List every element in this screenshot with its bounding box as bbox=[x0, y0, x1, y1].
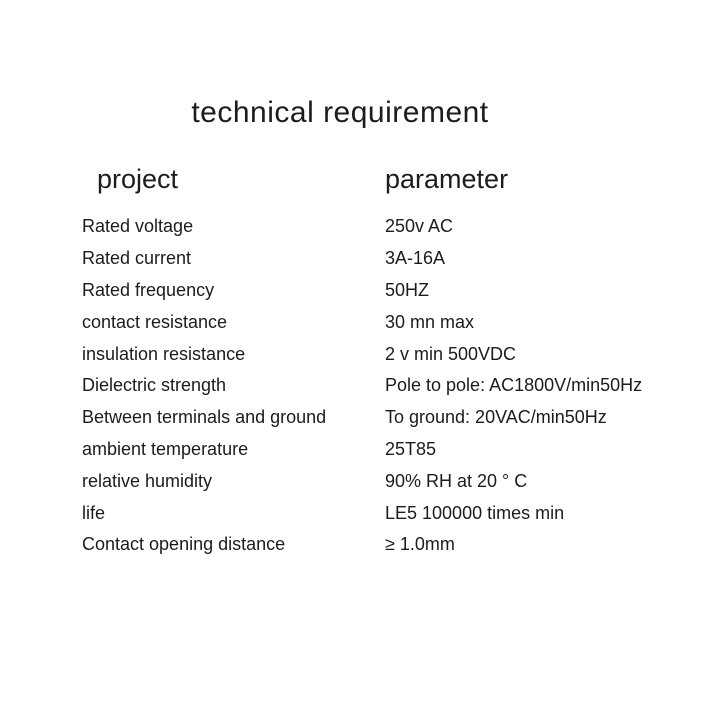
project-cell: Rated voltage bbox=[82, 216, 194, 237]
parameter-cell: 50HZ bbox=[385, 279, 430, 300]
table-row bbox=[82, 465, 702, 497]
parameter-cell: 250v AC bbox=[385, 216, 454, 237]
parameter-cell: 3A-16A bbox=[385, 248, 446, 269]
project-cell: insulation resistance bbox=[82, 343, 246, 364]
project-cell: ambient temperature bbox=[82, 438, 249, 459]
spec-table bbox=[82, 211, 702, 561]
page-title: technical requirement bbox=[191, 96, 489, 129]
column-header-project: project bbox=[97, 164, 179, 194]
table-row bbox=[82, 306, 702, 338]
table-row bbox=[82, 243, 702, 275]
parameter-cell: To ground: 20VAC/min50Hz bbox=[385, 407, 607, 428]
project-cell: relative humidity bbox=[82, 470, 213, 491]
project-cell: Rated current bbox=[82, 248, 192, 269]
table-row bbox=[82, 529, 702, 561]
parameter-cell: 90% RH at 20 ° C bbox=[385, 470, 528, 491]
table-row bbox=[82, 338, 702, 370]
project-cell: Between terminals and ground bbox=[82, 407, 327, 428]
project-cell: life bbox=[82, 502, 106, 523]
project-cell: Rated frequency bbox=[82, 279, 215, 300]
parameter-cell: Pole to pole: AC1800V/min50Hz bbox=[385, 375, 643, 396]
table-row bbox=[82, 402, 702, 434]
parameter-cell: ≥ 1.0mm bbox=[385, 534, 455, 555]
table-row bbox=[82, 370, 702, 402]
table-row bbox=[82, 497, 702, 529]
parameter-cell: 25T85 bbox=[385, 438, 437, 459]
column-header-row bbox=[0, 164, 720, 200]
table-row bbox=[82, 275, 702, 307]
project-cell: contact resistance bbox=[82, 311, 228, 332]
parameter-cell: LE5 100000 times min bbox=[385, 502, 565, 523]
project-cell: Dielectric strength bbox=[82, 375, 227, 396]
table-row bbox=[82, 434, 702, 466]
column-header-parameter: parameter bbox=[385, 164, 509, 194]
parameter-cell: 30 mn max bbox=[385, 311, 475, 332]
project-cell: Contact opening distance bbox=[82, 534, 286, 555]
table-row bbox=[82, 211, 702, 243]
parameter-cell: 2 v min 500VDC bbox=[385, 343, 517, 364]
